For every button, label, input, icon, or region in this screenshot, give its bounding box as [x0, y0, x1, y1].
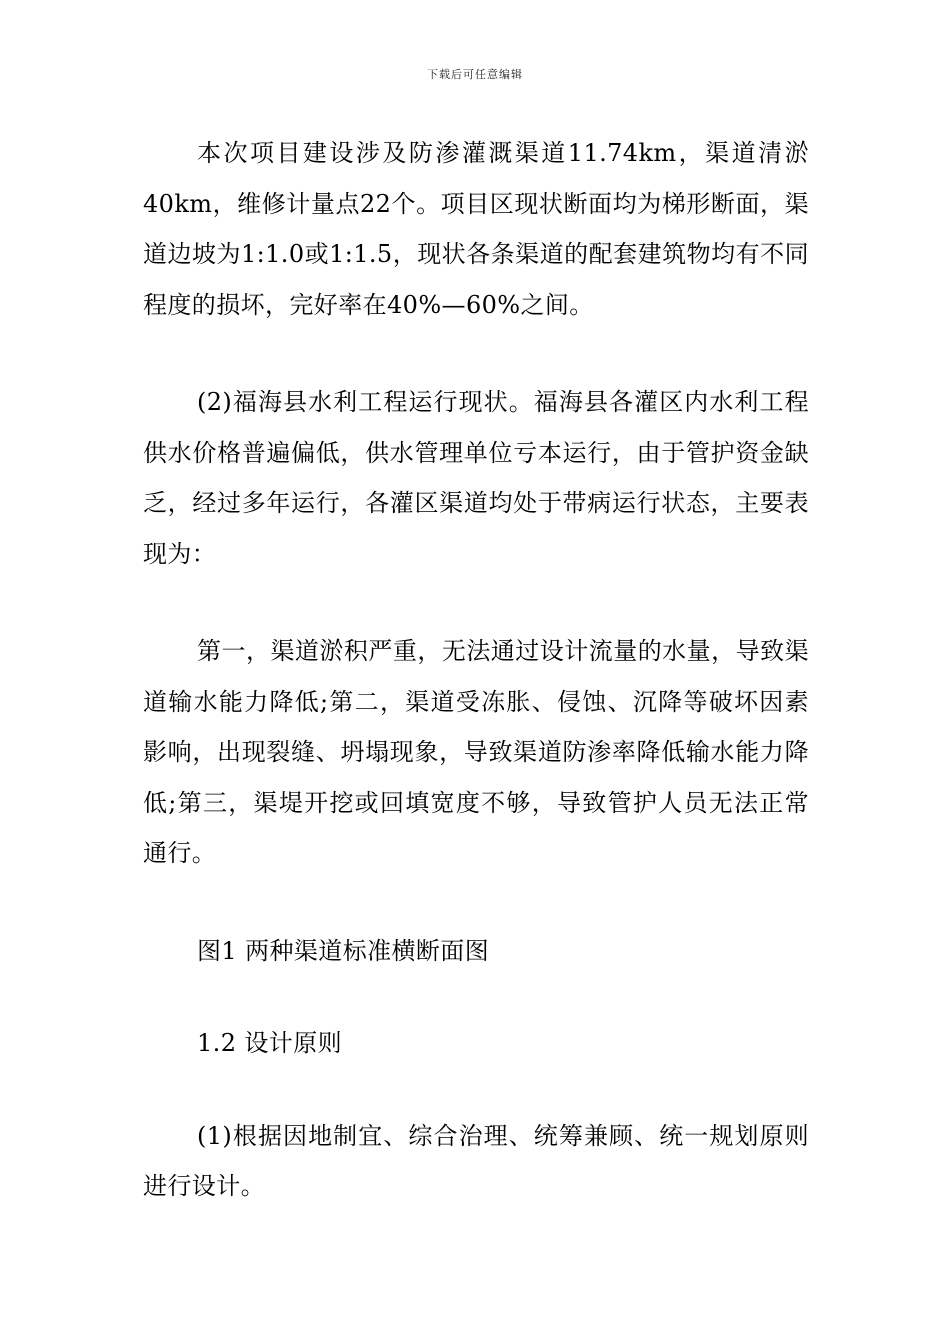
paragraph-project-scope: 本次项目建设涉及防渗灌溉渠道11.74km，渠道清淤40km，维修计量点22个。项目区现状断面均为梯形断面，渠道边坡为1:1.0或1:1.5，现状各条渠道的配套建筑物均有不同程度的损坏，完好率在40%—60%之间。	[143, 139, 809, 319]
document-body	[143, 128, 809, 1212]
page-header: 下载后可任意编辑	[427, 68, 523, 81]
paragraph-design-principle: (1)根据因地制宜、综合治理、统筹兼顾、统一规划原则进行设计。	[143, 1121, 809, 1200]
paragraph-operation-status: (2)福海县水利工程运行现状。福海县各灌区内水利工程供水价格普遍偏低，供水管理单位亏本运行，由于管护资金缺乏，经过多年运行，各灌区渠道均处于带病运行状态，主要表现为：	[143, 388, 809, 568]
section-heading: 1.2 设计原则	[197, 1029, 342, 1057]
figure-caption: 图1 两种渠道标准横断面图	[197, 936, 490, 965]
paragraph-problems: 第一，渠道淤积严重，无法通过设计流量的水量，导致渠道输水能力降低;第二，渠道受冻胀、侵蚀、沉降等破坏因素影响，出现裂缝、坍塌现象，导致渠道防渗率降低输水能力降低;第三，渠堤开挖或回填宽度不够，导致管护人员无法正常通行。	[143, 637, 809, 867]
